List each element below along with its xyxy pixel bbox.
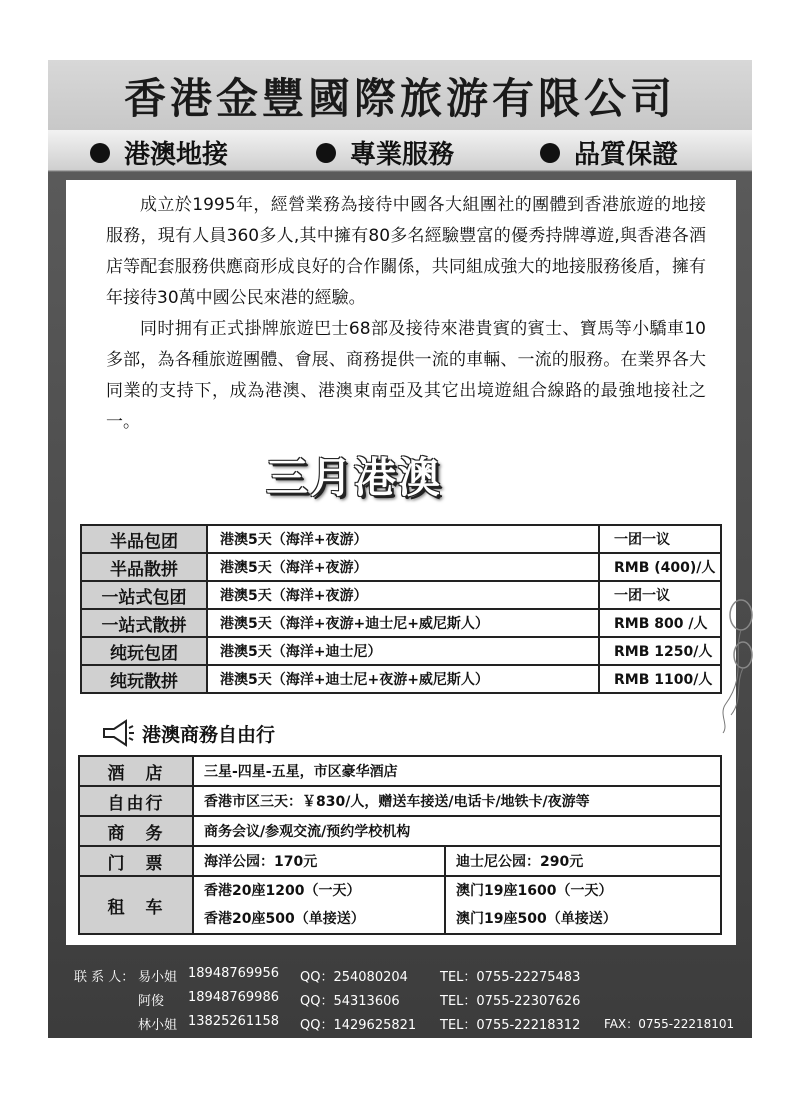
tour-route: 港澳5天（海洋+夜游+迪士尼+威尼斯人） bbox=[207, 609, 599, 637]
table-row bbox=[81, 637, 721, 665]
table-row bbox=[79, 786, 721, 816]
tour-route: 港澳5天（海洋+夜游） bbox=[207, 553, 599, 581]
tour-price: RMB 800 /人 bbox=[599, 609, 721, 637]
contact-qq: QQ：1429625821 bbox=[300, 1018, 417, 1033]
bullet-icon bbox=[316, 143, 336, 163]
contact-mobile: 13825261158 bbox=[188, 1014, 279, 1029]
promo-headline: 三月港澳 bbox=[266, 453, 443, 502]
contact-name: 易小姐 bbox=[138, 970, 178, 985]
car-rental-macau bbox=[445, 876, 721, 934]
rental-hk-day: 香港20座1200（一天） bbox=[204, 883, 361, 899]
table-row bbox=[79, 846, 721, 876]
hotel-value: 三星-四星-五星，市区豪华酒店 bbox=[193, 756, 721, 786]
contact-tel: TEL：0755-22275483 bbox=[440, 970, 581, 985]
slogan-2: 專業服務 bbox=[316, 134, 454, 171]
tour-price: RMB 1250/人 bbox=[599, 637, 721, 665]
tour-route: 港澳5天（海洋+迪士尼+夜游+威尼斯人） bbox=[207, 665, 599, 693]
table-row bbox=[79, 756, 721, 786]
contact-qq: QQ：54313606 bbox=[300, 994, 400, 1009]
business-table bbox=[78, 755, 722, 935]
rental-macau-transfer: 澳门19座500（单接送） bbox=[456, 911, 617, 927]
table-row bbox=[81, 525, 721, 553]
contact-qq: QQ：254080204 bbox=[300, 970, 408, 985]
tour-category: 一站式散拼 bbox=[81, 609, 207, 637]
slogan-3: 品質保證 bbox=[540, 134, 678, 171]
contact-name: 林小姐 bbox=[138, 1018, 178, 1033]
rental-hk-transfer: 香港20座500（单接送） bbox=[204, 911, 365, 927]
company-intro bbox=[106, 190, 706, 438]
tour-route: 港澳5天（海洋+迪士尼） bbox=[207, 637, 599, 665]
tour-price: 一团一议 bbox=[599, 525, 721, 553]
bullet-icon bbox=[90, 143, 110, 163]
table-row bbox=[81, 581, 721, 609]
contact-fax: FAX：0755-22218101 bbox=[604, 1017, 735, 1031]
hotel-label: 酒 店 bbox=[79, 756, 193, 786]
table-row bbox=[79, 816, 721, 846]
tour-category: 纯玩散拼 bbox=[81, 665, 207, 693]
contact-mobile: 18948769986 bbox=[188, 990, 279, 1005]
contact-tel: TEL：0755-22307626 bbox=[440, 994, 581, 1009]
contact-label: 联 系 人： bbox=[74, 970, 135, 985]
rental-macau-day: 澳门19座1600（一天） bbox=[456, 883, 613, 899]
ticket-disney: 迪士尼公园：290元 bbox=[445, 846, 721, 876]
business-section-title: 港澳商務自由行 bbox=[142, 724, 276, 746]
megaphone-icon bbox=[100, 718, 134, 748]
diy-value: 香港市区三天：￥830/人，赠送车接送/电话卡/地铁卡/夜游等 bbox=[193, 786, 721, 816]
tour-category: 一站式包团 bbox=[81, 581, 207, 609]
contact-tel: TEL：0755-22218312 bbox=[440, 1018, 581, 1033]
ticket-ocean-park: 海洋公园：170元 bbox=[193, 846, 445, 876]
intro-paragraph-2: 同时拥有正式掛牌旅遊巴士68部及接待來港貴賓的賓士、寶馬等小驕車10多部，為各種旅遊團體、會展、商務提供一流的車輛、一流的服務。在業界各大同業的支持下，成為港澳、港澳東南亞及其它出境遊組合線路的最強地接社之一。 bbox=[106, 319, 706, 432]
diy-label: 自由行 bbox=[79, 786, 193, 816]
table-row bbox=[81, 665, 721, 693]
bullet-icon bbox=[540, 143, 560, 163]
contact-name: 阿俊 bbox=[138, 994, 165, 1009]
tour-route: 港澳5天（海洋+夜游） bbox=[207, 581, 599, 609]
slogan-1: 港澳地接 bbox=[90, 134, 228, 171]
table-row bbox=[79, 876, 721, 934]
contact-footer bbox=[48, 956, 752, 1038]
table-row bbox=[81, 609, 721, 637]
slogan-bar bbox=[48, 130, 752, 170]
business-label: 商 务 bbox=[79, 816, 193, 846]
tour-category: 半品包团 bbox=[81, 525, 207, 553]
tour-price: 一团一议 bbox=[599, 581, 721, 609]
tour-category: 半品散拼 bbox=[81, 553, 207, 581]
company-name: 香港金豐國際旅游有限公司 bbox=[123, 74, 676, 123]
business-value: 商务会议/参观交流/预约学校机构 bbox=[193, 816, 721, 846]
car-rental-hk bbox=[193, 876, 445, 934]
ticket-label: 门 票 bbox=[79, 846, 193, 876]
contact-mobile: 18948769956 bbox=[188, 966, 279, 981]
tour-category: 纯玩包团 bbox=[81, 637, 207, 665]
intro-paragraph-1: 成立於1995年，經營業務為接待中國各大組團社的團體到香港旅遊的地接服務，現有人員360多人,其中擁有80多名經驗豐富的優秀持牌導遊,與香港各酒店等配套服務供應商形成良好的合作關係，共同組成強大的地接服務後盾，擁有年接待30萬中國公民來港的經驗。 bbox=[106, 195, 706, 308]
balloon-decoration-icon bbox=[713, 585, 753, 735]
tour-route: 港澳5天（海洋+夜游） bbox=[207, 525, 599, 553]
tour-price: RMB 1100/人 bbox=[599, 665, 721, 693]
tour-price: RMB (400)/人 bbox=[599, 553, 721, 581]
tour-price-table bbox=[80, 524, 722, 694]
car-rental-label: 租 车 bbox=[79, 876, 193, 934]
table-row bbox=[81, 553, 721, 581]
content-panel bbox=[66, 180, 736, 945]
